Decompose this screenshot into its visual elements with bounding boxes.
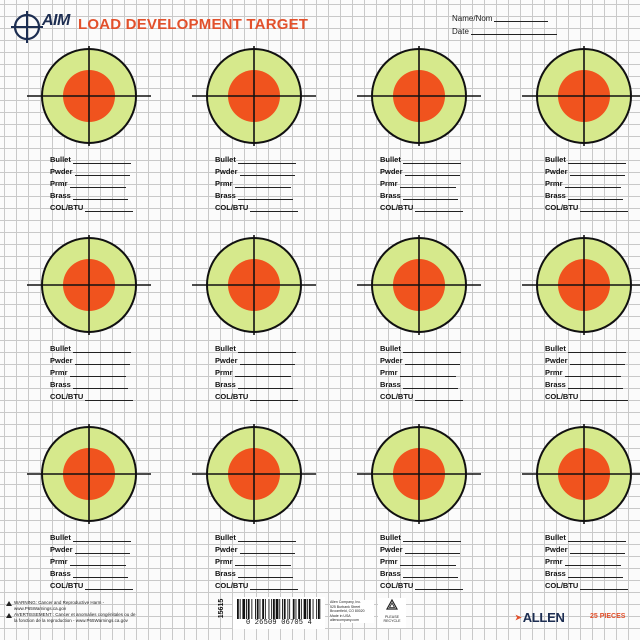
field-row — [50, 530, 133, 542]
warning-text-4: la fonction de la reproduction - www.P65Warnings.ca.gov — [14, 618, 128, 623]
barcode-bar — [293, 599, 295, 619]
logo-crosshair-icon — [10, 10, 44, 44]
barcode-bar — [282, 599, 283, 619]
field-label: Prmr — [215, 368, 233, 377]
field-underline — [415, 204, 463, 212]
load-data-fields — [50, 152, 133, 212]
name-line — [452, 12, 557, 25]
prop65-warning — [6, 600, 184, 624]
field-row — [50, 188, 133, 200]
allen-logo — [515, 610, 565, 625]
field-label: Pwder — [380, 545, 403, 554]
field-underline — [238, 345, 296, 353]
barcode-bar — [251, 599, 252, 619]
field-label: Prmr — [380, 179, 398, 188]
field-row — [50, 176, 133, 188]
recycle-badge — [378, 598, 406, 628]
barcode-bar — [287, 599, 288, 619]
field-label: Bullet — [215, 533, 236, 542]
barcode-bar — [255, 599, 256, 619]
sku-number: 15615 — [218, 598, 226, 619]
field-row — [380, 566, 463, 578]
field-underline — [400, 558, 456, 566]
field-row — [545, 353, 628, 365]
field-underline — [238, 192, 293, 200]
bullseye-icon — [510, 46, 640, 146]
field-label: Brass — [215, 380, 236, 389]
warning-icon — [6, 601, 12, 606]
field-row — [545, 566, 628, 578]
field-label: Pwder — [545, 167, 568, 176]
load-data-fields — [545, 152, 628, 212]
field-label: Pwder — [50, 356, 73, 365]
field-underline — [570, 546, 625, 554]
date-underline — [471, 25, 557, 35]
warning-icon-fr — [6, 613, 12, 618]
field-row — [380, 200, 463, 212]
field-underline — [403, 381, 458, 389]
field-label: Bullet — [50, 344, 71, 353]
load-data-fields — [215, 152, 298, 212]
field-label: Prmr — [545, 179, 563, 188]
barcode-bar — [309, 599, 311, 619]
field-row — [545, 542, 628, 554]
sku-label — [218, 597, 232, 627]
field-row — [215, 389, 298, 401]
bullseye-icon — [180, 424, 350, 524]
field-underline — [250, 393, 298, 401]
load-data-fields — [215, 530, 298, 590]
pieces-count: 25 PIECES — [590, 613, 626, 620]
load-data-fields — [545, 530, 628, 590]
warning-text-1: WARNING: Cancer and Reproductive Harm - — [14, 600, 105, 605]
barcode-number: 0 26509 06705 4 — [245, 619, 312, 627]
field-label: Pwder — [215, 356, 238, 365]
target-11 — [345, 424, 515, 609]
load-data-fields — [380, 530, 463, 590]
barcode-bar — [301, 599, 302, 619]
barcode-bar — [240, 599, 241, 619]
field-underline — [250, 582, 298, 590]
field-underline — [565, 180, 621, 188]
field-underline — [73, 192, 128, 200]
field-row — [545, 188, 628, 200]
barcode-bar — [237, 599, 239, 619]
load-data-fields — [380, 341, 463, 401]
date-label: Date — [452, 27, 469, 36]
barcode-bar — [273, 599, 275, 619]
field-underline — [240, 546, 295, 554]
field-row — [545, 554, 628, 566]
field-label: COL/BTU — [215, 581, 249, 590]
field-underline — [568, 534, 626, 542]
field-row — [50, 389, 133, 401]
field-row — [215, 176, 298, 188]
load-data-fields — [380, 152, 463, 212]
field-label: Prmr — [50, 179, 68, 188]
manufacturer-info — [330, 600, 374, 623]
field-label: Pwder — [215, 545, 238, 554]
field-underline — [568, 381, 623, 389]
target-5 — [15, 235, 185, 420]
name-underline — [494, 12, 548, 22]
field-underline — [568, 345, 626, 353]
field-underline — [568, 156, 626, 164]
field-underline — [415, 582, 463, 590]
field-row — [215, 200, 298, 212]
field-underline — [250, 204, 298, 212]
barcode-bar — [316, 599, 317, 619]
field-row — [215, 341, 298, 353]
name-label: Name/Nom — [452, 14, 493, 23]
barcode-bar — [265, 599, 266, 619]
field-row — [545, 164, 628, 176]
field-underline — [403, 192, 458, 200]
field-label: Brass — [215, 569, 236, 578]
field-underline — [85, 393, 133, 401]
barcode-bar — [271, 599, 272, 619]
field-underline — [73, 570, 128, 578]
barcode-bar — [304, 599, 307, 619]
field-underline — [85, 204, 133, 212]
field-label: COL/BTU — [380, 203, 414, 212]
field-row — [380, 353, 463, 365]
field-underline — [570, 357, 625, 365]
manufacturer-line: Allen Company, Inc. — [330, 600, 362, 604]
field-row — [50, 341, 133, 353]
field-label: Pwder — [380, 356, 403, 365]
field-row — [50, 377, 133, 389]
target-6 — [180, 235, 350, 420]
barcode-bar — [296, 599, 297, 619]
recycle-icon — [384, 598, 400, 614]
field-underline — [75, 168, 130, 176]
field-underline — [403, 156, 461, 164]
field-label: Bullet — [380, 533, 401, 542]
field-underline — [415, 393, 463, 401]
target-7 — [345, 235, 515, 420]
field-label: COL/BTU — [380, 392, 414, 401]
field-label: Pwder — [545, 356, 568, 365]
field-underline — [568, 192, 623, 200]
load-data-fields — [50, 341, 133, 401]
field-row — [50, 200, 133, 212]
field-underline — [405, 357, 460, 365]
field-underline — [70, 558, 126, 566]
manufacturer-line: Broomfield, CO 80020 — [330, 609, 365, 614]
field-row — [380, 152, 463, 164]
field-row — [545, 176, 628, 188]
field-label: Bullet — [50, 155, 71, 164]
barcode-bar — [284, 599, 286, 619]
field-label: COL/BTU — [50, 581, 84, 590]
sheet-title: LOAD DEVELOPMENT TARGET — [78, 16, 309, 33]
bullseye-icon — [345, 46, 515, 146]
manufacturer-line: 525 Burbank Street — [330, 604, 361, 609]
field-label: Bullet — [380, 344, 401, 353]
field-underline — [565, 369, 621, 377]
field-underline — [403, 345, 461, 353]
bullseye-icon — [510, 235, 640, 335]
field-underline — [568, 570, 623, 578]
field-label: COL/BTU — [380, 581, 414, 590]
field-label: Pwder — [380, 167, 403, 176]
target-3 — [345, 46, 515, 231]
barcode-bar — [298, 599, 300, 619]
manufacturer-line: Made in USA — [330, 613, 351, 618]
field-underline — [75, 546, 130, 554]
field-label: Prmr — [50, 557, 68, 566]
target-9 — [15, 424, 185, 609]
field-row — [545, 389, 628, 401]
field-underline — [238, 381, 293, 389]
field-label: COL/BTU — [50, 203, 84, 212]
field-underline — [238, 570, 293, 578]
field-label: Pwder — [50, 167, 73, 176]
field-label: Prmr — [215, 179, 233, 188]
field-row — [380, 365, 463, 377]
field-row — [545, 200, 628, 212]
barcode-bar — [318, 599, 320, 619]
field-row — [50, 542, 133, 554]
field-label: Bullet — [545, 533, 566, 542]
field-label: Prmr — [380, 557, 398, 566]
field-label: Bullet — [215, 344, 236, 353]
field-label: Brass — [545, 569, 566, 578]
field-label: Pwder — [545, 545, 568, 554]
field-label: Brass — [50, 191, 71, 200]
field-label: COL/BTU — [545, 581, 579, 590]
bullseye-icon — [15, 424, 185, 524]
field-row — [380, 164, 463, 176]
barcode-bar — [246, 599, 247, 619]
field-underline — [85, 582, 133, 590]
field-row — [215, 542, 298, 554]
field-label: Bullet — [380, 155, 401, 164]
upc-barcode — [233, 597, 325, 629]
bullseye-icon — [180, 235, 350, 335]
field-underline — [403, 534, 461, 542]
field-row — [380, 341, 463, 353]
recycle-text: PLEASE RECYCLE — [383, 615, 401, 623]
field-label: Prmr — [545, 368, 563, 377]
field-row — [215, 554, 298, 566]
field-label: Bullet — [215, 155, 236, 164]
field-label: Bullet — [50, 533, 71, 542]
barcode-bar — [313, 599, 314, 619]
field-row — [545, 341, 628, 353]
barcode-bar — [269, 599, 270, 619]
field-underline — [70, 180, 126, 188]
field-label: Brass — [380, 380, 401, 389]
field-row — [215, 188, 298, 200]
manufacturer-line: allencompany.com — [330, 618, 359, 623]
field-underline — [580, 393, 628, 401]
field-underline — [238, 534, 296, 542]
target-4 — [510, 46, 640, 231]
barcode-bar — [307, 599, 308, 619]
field-label: COL/BTU — [50, 392, 84, 401]
bullseye-icon — [510, 424, 640, 524]
field-row — [215, 377, 298, 389]
field-underline — [70, 369, 126, 377]
field-underline — [73, 156, 131, 164]
field-row — [50, 566, 133, 578]
warning-text-3: AVERTISSEMENT : Cancer et anomalies congénitales ou de — [14, 612, 136, 617]
field-label: COL/BTU — [545, 203, 579, 212]
load-data-fields — [215, 341, 298, 401]
field-label: Brass — [50, 569, 71, 578]
field-label: COL/BTU — [545, 392, 579, 401]
name-date-box — [452, 12, 557, 38]
field-underline — [570, 168, 625, 176]
field-row — [215, 353, 298, 365]
bullseye-icon — [15, 235, 185, 335]
field-row — [380, 530, 463, 542]
field-row — [380, 389, 463, 401]
field-label: COL/BTU — [215, 392, 249, 401]
target-12 — [510, 424, 640, 609]
field-label: Prmr — [545, 557, 563, 566]
field-underline — [405, 168, 460, 176]
field-underline — [405, 546, 460, 554]
field-label: Brass — [215, 191, 236, 200]
target-10 — [180, 424, 350, 609]
field-row — [215, 530, 298, 542]
field-underline — [73, 381, 128, 389]
field-underline — [235, 180, 291, 188]
field-row — [545, 377, 628, 389]
field-label: Pwder — [50, 545, 73, 554]
field-row — [215, 152, 298, 164]
field-row — [545, 152, 628, 164]
barcode-bar — [242, 599, 245, 619]
field-underline — [240, 168, 295, 176]
field-underline — [73, 534, 131, 542]
field-row — [50, 365, 133, 377]
barcode-bar — [257, 599, 259, 619]
barcode-bar — [279, 599, 280, 619]
field-underline — [403, 570, 458, 578]
target-2 — [180, 46, 350, 231]
field-row — [215, 566, 298, 578]
bullseye-icon — [180, 46, 350, 146]
field-row — [50, 578, 133, 590]
field-row — [50, 554, 133, 566]
field-underline — [235, 558, 291, 566]
field-underline — [73, 345, 131, 353]
field-row — [380, 554, 463, 566]
bullseye-icon — [345, 424, 515, 524]
barcode-bar — [289, 599, 290, 619]
load-data-fields — [50, 530, 133, 590]
field-label: Brass — [545, 380, 566, 389]
field-row — [545, 530, 628, 542]
logo-text: AIM — [42, 12, 70, 29]
field-row — [50, 164, 133, 176]
field-underline — [580, 582, 628, 590]
field-underline — [400, 369, 456, 377]
bullseye-icon — [15, 46, 185, 146]
field-underline — [565, 558, 621, 566]
field-row — [380, 578, 463, 590]
barcode-bar — [248, 599, 250, 619]
barcode-bars — [237, 599, 321, 619]
barcode-bar — [262, 599, 264, 619]
field-row — [50, 152, 133, 164]
field-label: Bullet — [545, 155, 566, 164]
field-row — [545, 365, 628, 377]
field-label: Pwder — [215, 167, 238, 176]
field-label: COL/BTU — [215, 203, 249, 212]
field-row — [545, 578, 628, 590]
field-row — [380, 176, 463, 188]
field-row — [50, 353, 133, 365]
field-row — [215, 578, 298, 590]
field-row — [380, 377, 463, 389]
field-label: Brass — [380, 569, 401, 578]
load-data-fields — [545, 341, 628, 401]
aim-logo — [10, 10, 74, 44]
field-row — [380, 188, 463, 200]
barcode-bar — [276, 599, 279, 619]
field-row — [215, 164, 298, 176]
target-1 — [15, 46, 185, 231]
brand-name: ALLEN — [522, 610, 565, 625]
field-row — [215, 365, 298, 377]
field-label: Brass — [380, 191, 401, 200]
field-underline — [235, 369, 291, 377]
field-underline — [238, 156, 296, 164]
field-underline — [400, 180, 456, 188]
date-line — [452, 25, 557, 38]
field-row — [380, 542, 463, 554]
field-label: Brass — [50, 380, 71, 389]
field-underline — [75, 357, 130, 365]
target-8 — [510, 235, 640, 420]
field-label: Prmr — [215, 557, 233, 566]
allen-mark-icon: ➤ — [515, 613, 522, 622]
field-underline — [240, 357, 295, 365]
field-underline — [580, 204, 628, 212]
warning-text-2: www.P65Warnings.ca.gov — [14, 606, 67, 611]
bullseye-icon — [345, 235, 515, 335]
field-label: Brass — [545, 191, 566, 200]
field-label: Prmr — [50, 368, 68, 377]
barcode-bar — [260, 599, 261, 619]
field-label: Prmr — [380, 368, 398, 377]
field-label: Bullet — [545, 344, 566, 353]
